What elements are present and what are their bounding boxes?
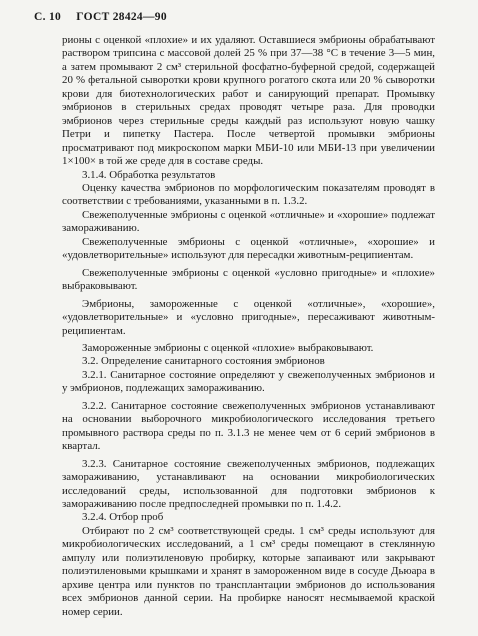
paragraph: Свежеполученные эмбрионы с оценкой «отличные» и «хорошие» подлежат замораживанию. — [62, 208, 435, 235]
paragraph: 3.2.3. Санитарное состояние свежеполученных эмбрионов, подлежащих замораживанию, устанавливают на основании микробиологических исследований среды, использованной для подготовки эмбрионов к замораживанию после предпоследней промывки по п. 1.4.2. — [62, 457, 435, 510]
page-header — [34, 11, 167, 23]
paragraph: Свежеполученные эмбрионы с оценкой «отличные», «хорошие» и «удовлетворительные» используют для пересадки животным-реципиентам. — [62, 235, 435, 262]
section-heading: 3.2. Определение санитарного состояния эмбрионов — [82, 355, 325, 368]
paragraph: Отбирают по 2 см³ соответствующей среды. 1 см³ среды используют для микробиологических исследований, а 1 см³ среды помещают в стеклянную ампулу или полиэтиленовую пробирку, которые запаивают или закрывают полиэтиленовыми крышками и хранят в замороженном виде в сосуде Дьюара в архиве центра или пунктов по трансплантации эмбрионов до использования всех эмбрионов данной серии. На пробирке наносят несмываемой краской номер серии. — [62, 524, 435, 618]
section-heading: 3.2.4. Отбор проб — [82, 511, 164, 524]
paragraph: Свежеполученные эмбрионы с оценкой «условно пригодные» и «плохие» выбраковывают. — [62, 266, 435, 293]
section-heading: 3.1.4. Обработка результатов — [82, 168, 216, 181]
document-body — [62, 34, 435, 619]
paragraph: 3.2.2. Санитарное состояние свежеполученных эмбрионов устанавливают на основании выборочного микробиологического исследования третьего промывного раствора среды по п. 3.1.3 не менее чем от 6 серий эмбрионов в квартал. — [62, 399, 435, 453]
paragraph: Оценку качества эмбрионов по морфологическим показателям проводят в соответствии с требованиями, указанными в п. 1.3.2. — [62, 181, 435, 208]
paragraph: Эмбрионы, замороженные с оценкой «отличные», «хорошие», «удовлетворительные» и «условно пригодные», пересаживают животным-реципиентам. — [62, 297, 435, 337]
standard-code: ГОСТ 28424—90 — [76, 11, 167, 23]
page-number: С. 10 — [34, 11, 62, 23]
paragraph: Замороженные эмбрионы с оценкой «плохие» выбраковывают. — [82, 341, 374, 354]
paragraph: рионы с оценкой «плохие» и их удаляют. Оставшиеся эмбрионы обрабатывают раствором трипсина с массовой долей 25 % при 37—38 °С в течение 3—5 мин, а затем промывают 2 см³ стерильной фосфатно-буферной средой, содержащей 20 % фетальной сыворотки крови крупного рогатого скота или 20 % сыворотки крови для биотехнологических работ и санирующий препарат. Промывку эмбрионов в стерильных средах проводят четыре раза. Для проводки эмбрионов через стерильные среды каждый раз используют новую чашку Петри и пипетку Пастера. После четвертой промывки эмбрионы просматривают под микроскопом марки МБИ-10 или МБИ-13 при увеличении 1×100× в той же среде для в составе среды. — [62, 34, 435, 168]
paragraph: 3.2.1. Санитарное состояние определяют у свежеполученных эмбрионов и у эмбрионов, подлежащих замораживанию. — [62, 368, 435, 395]
